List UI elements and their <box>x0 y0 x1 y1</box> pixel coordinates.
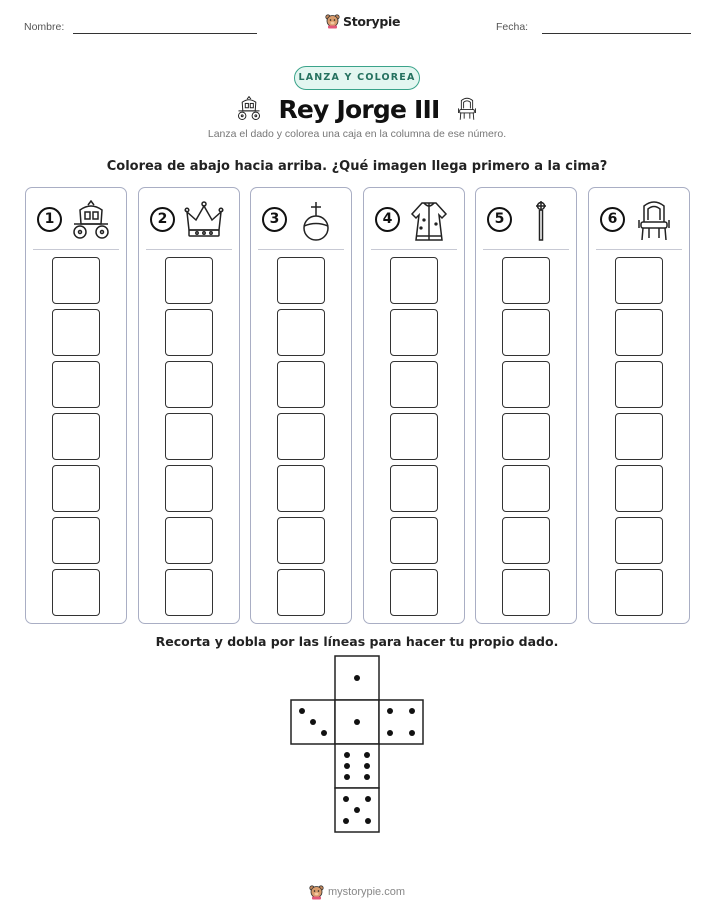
color-box[interactable] <box>165 361 213 408</box>
instruction: Colorea de abajo hacia arriba. ¿Qué imagen llega primero a la cima? <box>106 159 608 174</box>
column-4 <box>363 187 465 624</box>
die-pip <box>344 763 350 769</box>
color-box[interactable] <box>615 257 663 304</box>
column-divider <box>483 249 569 250</box>
column-3 <box>250 187 352 624</box>
die-pip <box>354 807 360 813</box>
color-box[interactable] <box>277 361 325 408</box>
carriage-icon <box>68 200 114 242</box>
die-pip <box>364 752 370 758</box>
throne-icon <box>454 94 480 124</box>
column-number: 1 <box>37 207 62 232</box>
subtitle: Lanza el dado y colorea una caja en la columna de ese número. <box>207 128 507 140</box>
die-pip <box>387 708 393 714</box>
column-header <box>589 200 689 244</box>
die-pip <box>364 774 370 780</box>
throne-icon <box>631 200 677 242</box>
name-label: Nombre: <box>24 21 65 33</box>
color-box[interactable] <box>390 309 438 356</box>
date-label: Fecha: <box>496 21 529 33</box>
die-pip <box>354 719 360 725</box>
bear-mascot-icon <box>309 884 324 900</box>
date-line[interactable] <box>542 33 691 34</box>
worksheet-header <box>0 0 714 50</box>
color-box[interactable] <box>390 569 438 616</box>
page-title: Rey Jorge III <box>278 94 440 124</box>
color-box[interactable] <box>165 309 213 356</box>
color-box[interactable] <box>52 517 100 564</box>
column-header <box>476 200 576 244</box>
name-line[interactable] <box>73 33 257 34</box>
die-net <box>290 655 426 835</box>
crown-icon <box>181 200 227 242</box>
color-box[interactable] <box>502 361 550 408</box>
activity-badge: LANZA Y COLOREA <box>294 66 420 90</box>
column-1 <box>25 187 127 624</box>
color-box[interactable] <box>52 569 100 616</box>
color-box[interactable] <box>502 309 550 356</box>
die-pip <box>321 730 327 736</box>
column-number: 6 <box>600 207 625 232</box>
die-pip <box>364 763 370 769</box>
footer <box>0 884 714 900</box>
column-header <box>26 200 126 244</box>
color-box[interactable] <box>165 569 213 616</box>
column-2 <box>138 187 240 624</box>
color-box[interactable] <box>52 361 100 408</box>
orb-icon <box>293 200 339 242</box>
die-pip <box>344 774 350 780</box>
robe-icon <box>406 200 452 242</box>
color-box[interactable] <box>502 413 550 460</box>
color-box[interactable] <box>502 257 550 304</box>
footer-url: mystorypie.com <box>327 886 406 898</box>
column-divider <box>371 249 457 250</box>
color-box[interactable] <box>502 517 550 564</box>
color-box[interactable] <box>615 569 663 616</box>
column-header <box>364 200 464 244</box>
color-box[interactable] <box>615 517 663 564</box>
color-box[interactable] <box>277 309 325 356</box>
color-box[interactable] <box>390 257 438 304</box>
die-pip <box>343 796 349 802</box>
color-box[interactable] <box>390 413 438 460</box>
color-box[interactable] <box>277 517 325 564</box>
die-pip <box>310 719 316 725</box>
color-box[interactable] <box>615 361 663 408</box>
die-pip <box>387 730 393 736</box>
die-pip <box>409 708 415 714</box>
color-box[interactable] <box>390 517 438 564</box>
column-number: 3 <box>262 207 287 232</box>
carriage-icon <box>234 96 264 122</box>
column-5 <box>475 187 577 624</box>
color-box[interactable] <box>165 413 213 460</box>
column-number: 4 <box>375 207 400 232</box>
color-box[interactable] <box>277 569 325 616</box>
die-pip <box>299 708 305 714</box>
column-number: 5 <box>487 207 512 232</box>
cut-instruction: Recorta y dobla por las líneas para hacer tu propio dado. <box>155 634 559 649</box>
column-divider <box>596 249 682 250</box>
column-number: 2 <box>150 207 175 232</box>
color-box[interactable] <box>615 309 663 356</box>
color-box[interactable] <box>615 413 663 460</box>
scepter-icon <box>518 200 564 242</box>
die-pip <box>343 818 349 824</box>
column-divider <box>33 249 119 250</box>
color-box[interactable] <box>502 569 550 616</box>
color-box[interactable] <box>52 465 100 512</box>
die-pip <box>365 818 371 824</box>
color-box[interactable] <box>390 361 438 408</box>
column-header <box>251 200 351 244</box>
die-pip <box>365 796 371 802</box>
color-box[interactable] <box>615 465 663 512</box>
die-face-lower <box>335 744 379 788</box>
color-box[interactable] <box>390 465 438 512</box>
die-face-right <box>379 700 423 744</box>
die-pip <box>354 675 360 681</box>
color-box[interactable] <box>52 309 100 356</box>
column-divider <box>146 249 232 250</box>
color-box[interactable] <box>277 257 325 304</box>
color-box[interactable] <box>277 465 325 512</box>
column-divider <box>258 249 344 250</box>
color-box[interactable] <box>165 465 213 512</box>
color-box[interactable] <box>277 413 325 460</box>
die-pip <box>344 752 350 758</box>
brand-logo <box>325 13 400 29</box>
brand-name: Storypie <box>343 13 401 29</box>
color-box[interactable] <box>52 413 100 460</box>
title-row <box>0 92 714 126</box>
bear-mascot-icon <box>325 13 340 29</box>
die-pip <box>409 730 415 736</box>
color-box[interactable] <box>165 517 213 564</box>
color-box[interactable] <box>502 465 550 512</box>
color-box[interactable] <box>52 257 100 304</box>
column-6 <box>588 187 690 624</box>
color-box[interactable] <box>165 257 213 304</box>
column-header <box>139 200 239 244</box>
